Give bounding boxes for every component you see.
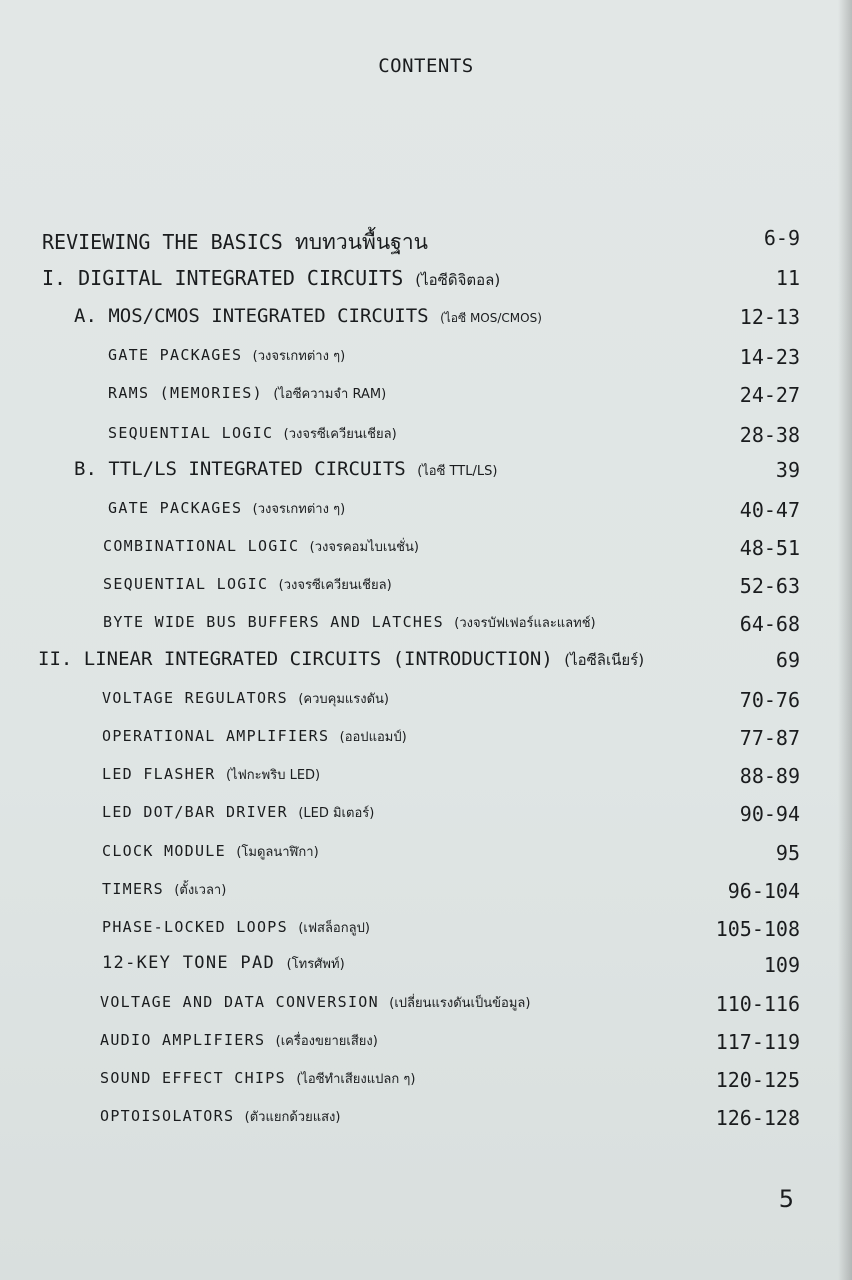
toc-entry-label: AUDIO AMPLIFIERS (เครื่องขยายเสียง) (100, 1031, 378, 1049)
toc-entry-rams (0, 383, 852, 413)
toc-entry-pages: 14-23 (739, 345, 800, 369)
toc-entry-label: REVIEWING THE BASICS ทบทวนพื้นฐาน (42, 230, 428, 254)
toc-entry-label: 12-KEY TONE PAD (โทรศัพท์) (102, 953, 345, 973)
page-number: 5 (778, 1185, 794, 1213)
toc-entry-pages: 109 (763, 953, 800, 977)
toc-entry-tone-pad (0, 953, 852, 983)
toc-entry-pages: 117-119 (715, 1030, 800, 1054)
toc-entry-label: B. TTL/LS INTEGRATED CIRCUITS (ไอซี TTL/LS) (74, 458, 498, 480)
toc-entry-label: CLOCK MODULE (โมดูลนาฬิกา) (102, 842, 319, 860)
toc-entry-reviewing-basics (0, 226, 852, 256)
toc-entry-audio-amplifiers (0, 1030, 852, 1060)
toc-entry-pages: 11 (775, 266, 800, 290)
toc-entry-pages: 12-13 (739, 305, 800, 329)
toc-entry-optoisolators (0, 1106, 852, 1136)
toc-entry-pages: 126-128 (715, 1106, 800, 1130)
toc-entry-label: TIMERS (ตั้งเวลา) (102, 880, 227, 898)
toc-entry-data-conversion (0, 992, 852, 1022)
toc-entry-pages: 95 (775, 841, 800, 865)
toc-entry-label: VOLTAGE REGULATORS (ควบคุมแรงดัน) (102, 689, 390, 707)
toc-entry-clock-module (0, 841, 852, 871)
toc-entry-label: GATE PACKAGES (วงจรเกทต่าง ๆ) (108, 346, 346, 364)
toc-entry-timers (0, 879, 852, 909)
toc-entry-pages: 70-76 (739, 688, 800, 712)
toc-entry-label: OPTOISOLATORS (ตัวแยกด้วยแสง) (100, 1107, 341, 1125)
toc-entry-label: COMBINATIONAL LOGIC (วงจรคอมไบเนชั่น) (103, 537, 419, 555)
toc-entry-label: BYTE WIDE BUS BUFFERS AND LATCHES (วงจรบัฟเฟอร์และแลทช์) (103, 613, 596, 631)
toc-entry-sequential-logic (0, 423, 852, 453)
toc-entry-voltage-regulators (0, 688, 852, 718)
toc-entry-pages: 96-104 (727, 879, 800, 903)
toc-entry-label: A. MOS/CMOS INTEGRATED CIRCUITS (ไอซี MOS/CMOS) (74, 305, 542, 327)
toc-entry-gate-packages (0, 345, 852, 375)
toc-entry-label: SEQUENTIAL LOGIC (วงจรซีเควียนเชียล) (108, 424, 397, 442)
toc-entry-bus-buffers (0, 612, 852, 642)
toc-entry-label: LED DOT/BAR DRIVER (LED มิเตอร์) (102, 803, 375, 821)
toc-entry-pages: 105-108 (715, 917, 800, 941)
toc-entry-sound-effect-chips (0, 1068, 852, 1098)
toc-entry-pages: 6-9 (763, 226, 800, 250)
toc-entry-label: RAMS (MEMORIES) (ไอซีความจำ RAM) (108, 384, 387, 402)
toc-entry-pages: 90-94 (739, 802, 800, 826)
toc-entry-digital-ics (0, 266, 852, 296)
toc-entry-led-bar-driver (0, 802, 852, 832)
toc-entry-op-amps (0, 726, 852, 756)
toc-entry-pll (0, 917, 852, 947)
toc-entry-pages: 40-47 (739, 498, 800, 522)
toc-entry-pages: 77-87 (739, 726, 800, 750)
toc-entry-label: VOLTAGE AND DATA CONVERSION (เปลี่ยนแรงดันเป็นข้อมูล) (100, 993, 531, 1011)
toc-entry-pages: 52-63 (739, 574, 800, 598)
toc-entry-pages: 28-38 (739, 423, 800, 447)
toc-entry-combinational-logic (0, 536, 852, 566)
toc-entry-label: LED FLASHER (ไฟกะพริบ LED) (102, 765, 321, 783)
toc-entry-pages: 48-51 (739, 536, 800, 560)
toc-entry-pages: 120-125 (715, 1068, 800, 1092)
toc-entry-label: I. DIGITAL INTEGRATED CIRCUITS (ไอซีดิจิตอล) (42, 266, 501, 290)
toc-entry-led-flasher (0, 764, 852, 794)
toc-entry-pages: 24-27 (739, 383, 800, 407)
toc-entry-sequential-logic-ttl (0, 574, 852, 604)
toc-entry-label: SEQUENTIAL LOGIC (วงจรซีเควียนเชียล) (103, 575, 392, 593)
toc-entry-pages: 39 (775, 458, 800, 482)
toc-entry-linear-ics (0, 648, 852, 678)
toc-entry-pages: 110-116 (715, 992, 800, 1016)
contents-heading: CONTENTS (378, 55, 474, 77)
toc-entry-label: II. LINEAR INTEGRATED CIRCUITS (INTRODUCTION) (ไอซีลิเนียร์) (38, 648, 645, 670)
toc-entry-ttl-ls (0, 458, 852, 488)
toc-entry-gate-packages-ttl (0, 498, 852, 528)
toc-entry-label: SOUND EFFECT CHIPS (ไอซีทำเสียงแปลก ๆ) (100, 1069, 416, 1087)
toc-entry-pages: 88-89 (739, 764, 800, 788)
toc-entry-mos-cmos (0, 305, 852, 335)
toc-entry-label: OPERATIONAL AMPLIFIERS (ออปแอมป์) (102, 727, 407, 745)
toc-entry-pages: 69 (775, 648, 800, 672)
toc-entry-pages: 64-68 (739, 612, 800, 636)
toc-entry-label: PHASE-LOCKED LOOPS (เฟสล็อกลูป) (102, 918, 370, 936)
toc-entry-label: GATE PACKAGES (วงจรเกทต่าง ๆ) (108, 499, 346, 517)
